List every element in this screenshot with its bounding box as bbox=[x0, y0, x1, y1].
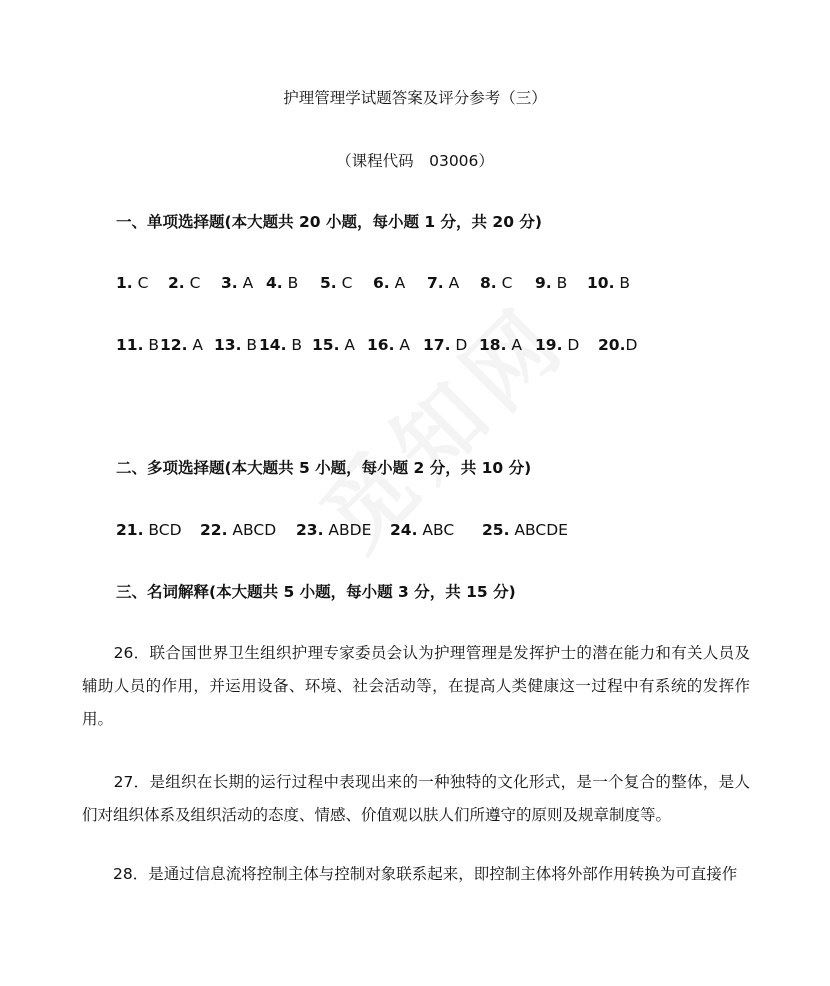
answer-item: 17. D bbox=[423, 336, 468, 354]
answer-item: 4. B bbox=[266, 274, 299, 292]
answer-item: 20.D bbox=[598, 336, 638, 354]
answer-item: 21. BCD bbox=[116, 521, 182, 539]
paragraph-27: 27．是组织在长期的运行过程中表现出来的一种独特的文化形式，是一个复合的整体，是人们对组织体系及组织活动的态度、情感、价值观以肤人们所遵守的原则及规章制度等。 bbox=[82, 773, 750, 824]
document-title: 护理管理学试题答案及评分参考（三） bbox=[283, 89, 547, 107]
section3-heading: 三、名词解释(本大题共 5 小题，每小题 3 分，共 15 分) bbox=[116, 583, 516, 601]
paragraph-28: 28．是通过信息流将控制主体与控制对象联系起来，即控制主体将外部作用转换为可直接作 bbox=[82, 865, 738, 883]
answer-item: 18. A bbox=[479, 336, 523, 354]
section2-heading: 二、多项选择题(本大题共 5 小题，每小题 2 分，共 10 分) bbox=[116, 459, 532, 477]
answer-item: 13. B bbox=[214, 336, 258, 354]
answer-item: 22. ABCD bbox=[200, 521, 277, 539]
section1-heading: 一、单项选择题(本大题共 20 小题，每小题 1 分，共 20 分) bbox=[116, 213, 542, 231]
answer-item: 23. ABDE bbox=[296, 521, 372, 539]
answer-item: 3. A bbox=[221, 274, 254, 292]
answer-item: 1. C bbox=[116, 274, 149, 292]
answer-item: 6. A bbox=[373, 274, 406, 292]
answer-item: 12. A bbox=[160, 336, 204, 354]
paragraph-26: 26．联合国世界卫生组织护理专家委员会认为护理管理是发挥护士的潜在能力和有关人员及辅助人员的作用，并运用设备、环境、社会活动等，在提高人类健康这一过程中有系统的发挥作用。 bbox=[82, 644, 750, 728]
answer-item: 7. A bbox=[427, 274, 460, 292]
answer-item: 11. B bbox=[116, 336, 160, 354]
answer-item: 15. A bbox=[312, 336, 356, 354]
answer-item: 5. C bbox=[320, 274, 353, 292]
answer-item: 16. A bbox=[367, 336, 411, 354]
answer-item: 24. ABC bbox=[390, 521, 455, 539]
answer-item: 9. B bbox=[535, 274, 568, 292]
answer-item: 19. D bbox=[535, 336, 580, 354]
course-code: （课程代码 03006） bbox=[336, 152, 494, 170]
answer-item: 10. B bbox=[587, 274, 631, 292]
answer-item: 2. C bbox=[168, 274, 201, 292]
answer-item: 14. B bbox=[259, 336, 303, 354]
answer-item: 8. C bbox=[480, 274, 513, 292]
answer-item: 25. ABCDE bbox=[482, 521, 568, 539]
